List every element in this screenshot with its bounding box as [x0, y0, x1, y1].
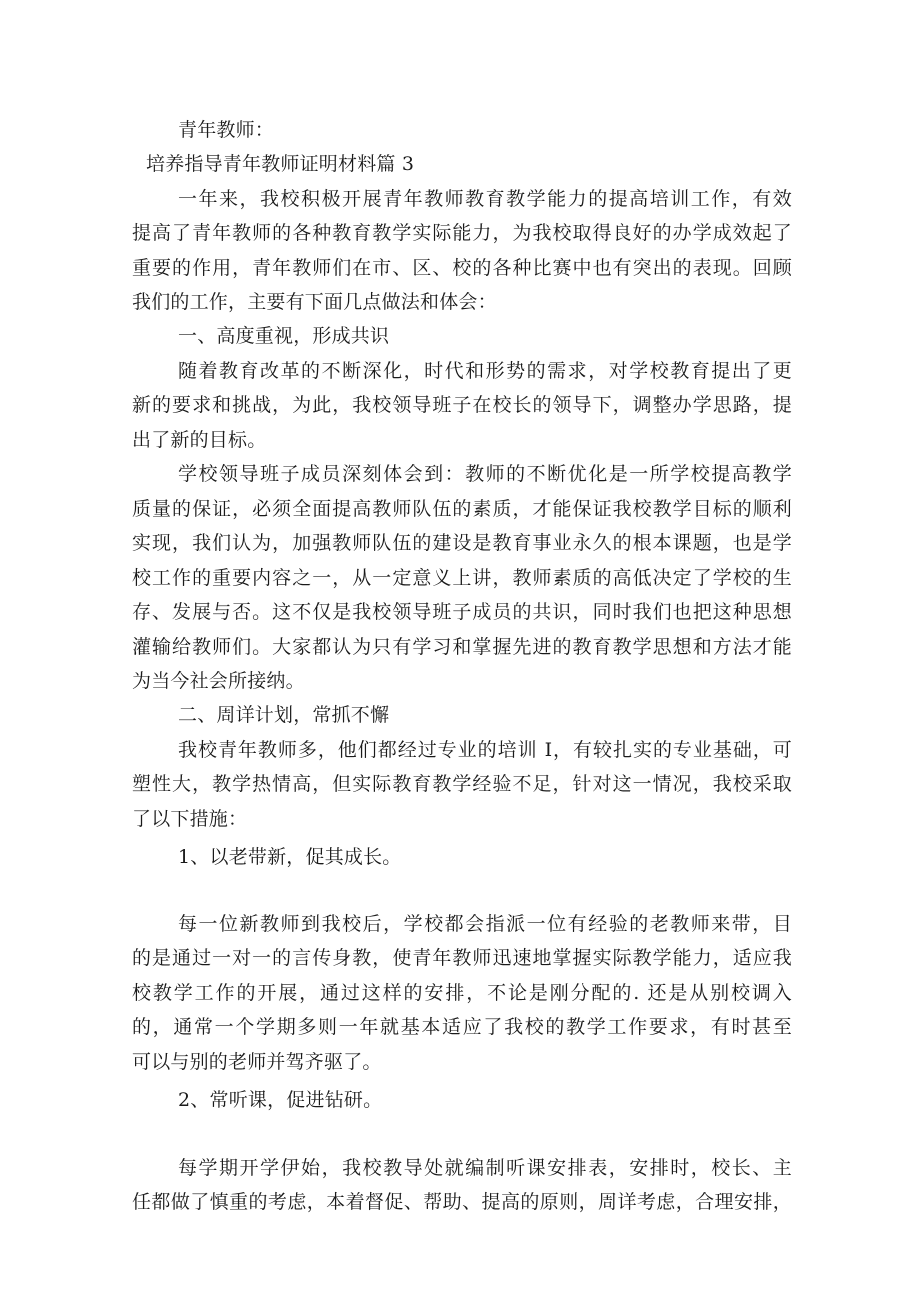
list-item-2: 2、常听课，促进钻研。	[178, 1089, 383, 1111]
salutation-line: 青年教师：	[178, 119, 275, 141]
paragraph-line: 的，通常一个学期多则一年就基本适应了我校的教学工作要求，有时甚至	[132, 1016, 792, 1038]
paragraph-line: 校工作的重要内容之一，从一定意义上讲，教师素质的高低决定了学校的生	[132, 567, 792, 589]
list-item-1: 1、以老带新，促其成长。	[178, 846, 402, 868]
paragraph-line: 我校青年教师多，他们都经过专业的培训 I，有较扎实的专业基础，可	[178, 739, 792, 761]
paragraph-line: 学校领导班子成员深刻体会到：教师的不断优化是一所学校提高教学	[178, 463, 792, 485]
heading-2: 二、周详计划，常抓不懈	[178, 704, 390, 726]
paragraph-line: 我们的工作，主要有下面几点做法和体会：	[132, 291, 497, 313]
paragraph-line: 为当今社会所接纳。	[132, 670, 305, 692]
paragraph-line: 了以下措施：	[132, 808, 248, 830]
paragraph-line: 每学期开学伊始，我校教导处就编制听课安排表，安排时，校长、主	[178, 1157, 792, 1179]
paragraph-line: 重要的作用，青年教师们在市、区、校的各种比赛中也有突出的表现。回顾	[132, 257, 792, 279]
paragraph-line: 可以与别的老师并驾齐驱了。	[132, 1051, 382, 1073]
paragraph-line: 一年来，我校积极开展青年教师教育教学能力的提高培训工作，有效	[178, 188, 792, 210]
paragraph-line: 实现，我们认为，加强教师队伍的建设是教育事业永久的根本课题，也是学	[132, 532, 792, 554]
section-title: 培养指导青年教师证明材料篇 3	[146, 153, 415, 175]
paragraph-line: 存、发展与否。这不仅是我校领导班子成员的共识，同时我们也把这种思想	[132, 601, 792, 623]
paragraph-line: 提高了青年教师的各种教育教学实际能力，为我校取得良好的办学成效起了	[132, 222, 792, 244]
paragraph-line: 的是通过一对一的言传身教，使青年教师迅速地掌握实际教学能力，适应我	[132, 947, 792, 969]
heading-1: 一、高度重视，形成共识	[178, 325, 390, 347]
paragraph-line: 新的要求和挑战，为此，我校领导班子在校长的领导下，调整办学思路，提	[132, 394, 792, 416]
paragraph-line: 灌输给教师们。大家都认为只有学习和掌握先进的教育教学思想和方法才能	[132, 636, 792, 658]
paragraph-line: 每一位新教师到我校后，学校都会指派一位有经验的老教师来带，目	[178, 913, 792, 935]
paragraph-line: 校教学工作的开展，通过这样的安排，不论是刚分配的. 还是从别校调入	[132, 982, 792, 1004]
paragraph-line: 随着教育改革的不断深化，时代和形势的需求，对学校教育提出了更	[178, 360, 792, 382]
paragraph-line: 质量的保证，必须全面提高教师队伍的素质，才能保证我校教学目标的顺利	[132, 498, 792, 520]
paragraph-line: 出了新的目标。	[132, 429, 267, 451]
paragraph-line: 任都做了慎重的考虑，本着督促、帮助、提高的原则，周详考虑，合理安排，	[132, 1191, 792, 1213]
paragraph-line: 塑性大，教学热情高，但实际教育教学经验不足，针对这一情况，我校采取	[132, 773, 792, 795]
